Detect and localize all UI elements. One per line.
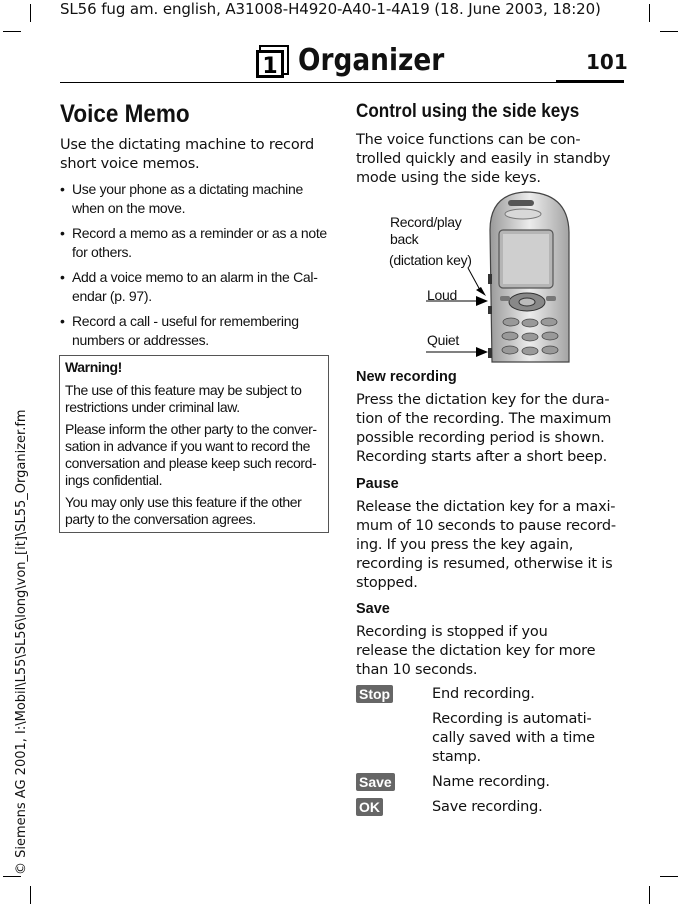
crop-mark	[3, 31, 21, 32]
softkey-stop: Stop	[356, 685, 393, 703]
intro-text: Use the dictating machine to record short voice memos.	[60, 137, 315, 172]
section-text: Press the dictation key for the dura-tion of the recording. The maximum possible recording period is shown. Recording starts after a short beep.	[356, 392, 612, 465]
warning-paragraph: The use of this feature may be subject to restrictions under criminal law.	[65, 382, 302, 415]
warning-box	[59, 355, 329, 533]
chapter-number: 1	[262, 54, 278, 79]
label-dictation-key: (dictation key)	[389, 252, 472, 268]
softkey-description: Name recording.	[432, 774, 550, 790]
page-number: 101	[586, 50, 628, 74]
softkey-description-extra: Recording is automati-cally saved with a time stamp.	[432, 711, 595, 765]
crop-mark	[30, 886, 31, 904]
running-head: SL56 fug am. english, A31008-H4920-A40-1-4A19 (18. June 2003, 18:20)	[60, 0, 601, 18]
bullet-text: Use your phone as a dictating machine when on the move.	[72, 181, 303, 216]
label-record-playback: Record/play back	[390, 214, 462, 247]
warning-title: Warning!	[65, 359, 122, 375]
section-heading: Save	[356, 601, 390, 617]
section-text: Recording is stopped if you release the dictation key for more than 10 seconds.	[356, 624, 596, 678]
crop-mark	[649, 4, 650, 22]
subsection-title: Control using the side keys	[356, 101, 580, 122]
section-text: Release the dictation key for a maxi-mum of 10 seconds to pause record-ing. If you press the key again, recording is resumed, otherwise it is stopped.	[356, 499, 616, 591]
section-title: Voice Memo	[60, 100, 190, 128]
side-file-path: © Siemens AG 2001, I:\Mobil\L55\SL56\long\von_[it]\SL55_Organizer.fm	[14, 409, 29, 875]
label-quiet: Quiet	[427, 332, 459, 348]
softkey-description: End recording.	[432, 686, 535, 702]
section-heading: Pause	[356, 476, 399, 492]
chapter-icon	[255, 45, 289, 79]
section-heading: New recording	[356, 369, 457, 385]
chapter-title: Organizer	[298, 43, 445, 78]
bullet-text: Add a voice memo to an alarm in the Cal-endar (p. 97).	[72, 269, 318, 304]
crop-mark	[3, 876, 21, 877]
softkey-description: Save recording.	[432, 799, 543, 815]
softkey-save: Save	[356, 773, 395, 791]
crop-mark	[660, 876, 678, 877]
bullet-text: Record a memo as a reminder or as a note for others.	[72, 225, 327, 260]
bullet-text: Record a call - useful for remembering numbers or addresses.	[72, 313, 299, 348]
softkey-ok: OK	[356, 798, 383, 816]
crop-mark	[660, 31, 678, 32]
header-rule-thick	[556, 80, 624, 83]
warning-paragraph: Please inform the other party to the conver-sation in advance if you want to record the conversation and please keep such record-ings confidential.	[65, 421, 317, 488]
intro-text: The voice functions can be con-trolled quickly and easily in standby mode using the side keys.	[356, 132, 611, 186]
warning-paragraph: You may only use this feature if the other party to the conversation agrees.	[65, 494, 302, 527]
crop-mark	[30, 4, 31, 22]
label-loud: Loud	[427, 287, 457, 303]
crop-mark	[649, 886, 650, 904]
header-rule	[60, 82, 556, 83]
